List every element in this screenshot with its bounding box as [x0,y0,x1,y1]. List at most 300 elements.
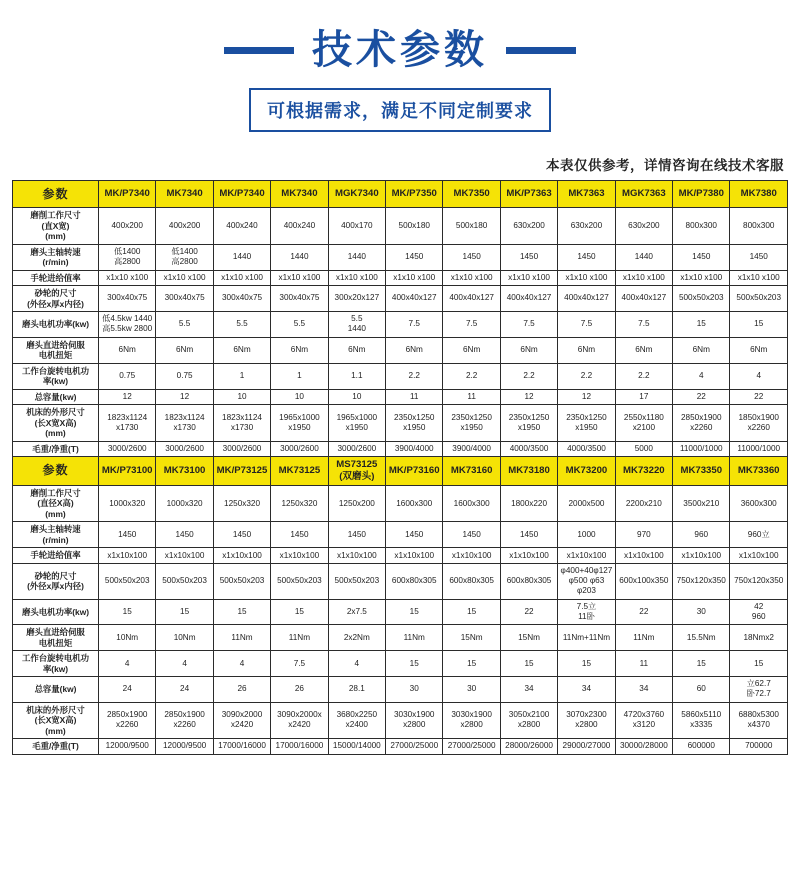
header-cell-model: MK/P73125 [213,457,270,486]
data-cell: 5860x5110 x3335 [673,702,730,739]
data-cell: 2350x1250 x1950 [500,405,557,442]
header-cell-model: MK73125 [271,457,328,486]
data-cell: 1440 [271,244,328,270]
data-cell: 600x80x305 [443,563,500,599]
data-cell: 15 [386,651,443,677]
row-label: 砂轮的尺寸 (外径x厚x内径) [13,286,99,312]
data-cell: 34 [500,677,557,703]
data-cell: 5.5 [156,312,213,338]
row-label: 磨头电机功率(kw) [13,312,99,338]
data-cell: 29000/27000 [558,739,615,755]
data-cell: 3000/2600 [328,441,385,457]
spec-table-container [0,180,800,775]
row-label: 磨头主轴转速 (r/min) [13,244,99,270]
title-rule-left [224,47,294,54]
data-cell: 10Nm [99,625,156,651]
data-cell: 750x120x350 [730,563,788,599]
table-row [13,548,788,564]
header-cell-model: MK7340 [271,181,328,208]
data-cell: 2x7.5 [328,599,385,625]
data-cell: 500x180 [386,208,443,245]
data-cell: 1000x320 [156,485,213,522]
data-cell: 970 [615,522,672,548]
header-cell-model: MK7380 [730,181,788,208]
data-cell: 22 [730,389,788,405]
data-cell: 2.2 [500,363,557,389]
data-cell: x1x10 x100 [500,270,557,286]
data-cell: 1450 [673,244,730,270]
data-cell: 10Nm [156,625,213,651]
data-cell: x1x10 x100 [386,270,443,286]
data-cell: 42 960 [730,599,788,625]
data-cell: 4 [328,651,385,677]
data-cell: 1440 [615,244,672,270]
data-cell: 7.5 [615,312,672,338]
data-cell: 1450 [500,244,557,270]
data-cell: 11 [386,389,443,405]
data-cell: 1250x320 [271,485,328,522]
data-cell: x1x10 x100 [156,270,213,286]
data-cell: x1x10x100 [500,548,557,564]
data-cell: 24 [156,677,213,703]
data-cell: 10 [271,389,328,405]
data-cell: 26 [271,677,328,703]
data-cell: 3070x2300 x2800 [558,702,615,739]
data-cell: 5000 [615,441,672,457]
data-cell: 12 [156,389,213,405]
spec-table-header-row [13,457,788,486]
data-cell: 30 [443,677,500,703]
data-cell: 2350x1250 x1950 [443,405,500,442]
data-cell: 400x240 [213,208,270,245]
header-cell-model: MK/P7350 [386,181,443,208]
data-cell: 2350x1250 x1950 [386,405,443,442]
header-cell-model: MK73200 [558,457,615,486]
data-cell: 400x40x127 [443,286,500,312]
data-cell: 800x300 [730,208,788,245]
data-cell: 6Nm [730,337,788,363]
page-title [0,30,800,70]
data-cell: 1450 [386,244,443,270]
data-cell: 600x80x305 [500,563,557,599]
data-cell: 1.1 [328,363,385,389]
reference-note: 本表仅供参考，详情咨询在线技术客服 [546,158,784,173]
data-cell: 500x50x203 [156,563,213,599]
data-cell: 400x240 [271,208,328,245]
data-cell: 低1400 高2800 [99,244,156,270]
data-cell: x1x10 x100 [443,270,500,286]
data-cell: 15 [500,651,557,677]
data-cell: 500x50x203 [271,563,328,599]
table-row [13,208,788,245]
data-cell: 3000/2600 [99,441,156,457]
spec-table-header-row [13,181,788,208]
header-cell-model: MK73350 [673,457,730,486]
data-cell: 11Nm [615,625,672,651]
header-cell-model: MS73125 (双磨头) [328,457,385,486]
data-cell: 500x50x203 [730,286,788,312]
data-cell: 3090x2000x x2420 [271,702,328,739]
data-cell: 1440 [213,244,270,270]
data-cell: 15 [213,599,270,625]
data-cell: 6Nm [271,337,328,363]
page-subtitle: 可根据需求，满足不同定制要求 [249,88,551,132]
data-cell: 15 [558,651,615,677]
data-cell: 2850x1900 x2260 [99,702,156,739]
data-cell: 4 [673,363,730,389]
data-cell: x1x10 x100 [328,270,385,286]
data-cell: 3500x210 [673,485,730,522]
data-cell: 15 [673,651,730,677]
data-cell: x1x10 x100 [615,270,672,286]
data-cell: x1x10x100 [673,548,730,564]
data-cell: 11 [443,389,500,405]
data-cell: x1x10x100 [213,548,270,564]
data-cell: 500x50x203 [328,563,385,599]
table-row [13,441,788,457]
data-cell: 4000/3500 [500,441,557,457]
row-label: 磨头直进给伺服 电机扭矩 [13,625,99,651]
data-cell: 600x100x350 [615,563,672,599]
data-cell: 6Nm [500,337,557,363]
data-cell: 11Nm [386,625,443,651]
data-cell: x1x10x100 [99,548,156,564]
data-cell: x1x10x100 [615,548,672,564]
data-cell: 26 [213,677,270,703]
data-cell: 30 [673,599,730,625]
data-cell: 6Nm [558,337,615,363]
header-cell-model: MGK7363 [615,181,672,208]
table-row [13,363,788,389]
data-cell: 1600x300 [443,485,500,522]
header-cell-model: MK/P7380 [673,181,730,208]
data-cell: 4 [730,363,788,389]
data-cell: 2000x500 [558,485,615,522]
header-cell-model: MK73220 [615,457,672,486]
data-cell: 3600x300 [730,485,788,522]
data-cell: 3000/2600 [213,441,270,457]
data-cell: 2550x1180 x2100 [615,405,672,442]
data-cell: 500x50x203 [673,286,730,312]
data-cell: φ400+40φ127 φ500 φ63 φ203 [558,563,615,599]
data-cell: 6Nm [673,337,730,363]
data-cell: 24 [99,677,156,703]
note-container [0,154,800,174]
data-cell: 300x40x75 [213,286,270,312]
row-label: 手轮进给值率 [13,270,99,286]
page-root [0,30,800,889]
data-cell: 15000/14000 [328,739,385,755]
data-cell: 10 [213,389,270,405]
data-cell: 3000/2600 [156,441,213,457]
row-label: 总容量(kw) [13,389,99,405]
data-cell: 6880x5300 x4370 [730,702,788,739]
data-cell: 400x40x127 [615,286,672,312]
data-cell: 500x180 [443,208,500,245]
data-cell: 34 [558,677,615,703]
data-cell: 11Nm [213,625,270,651]
data-cell: 3090x2000 x2420 [213,702,270,739]
data-cell: 1250x320 [213,485,270,522]
data-cell: 5.5 [271,312,328,338]
header-cell-model: MK/P7340 [213,181,270,208]
data-cell: x1x10x100 [386,548,443,564]
data-cell: 15 [443,651,500,677]
data-cell: 1850x1900 x2260 [730,405,788,442]
data-cell: 800x300 [673,208,730,245]
header-cell-model: MK73360 [730,457,788,486]
data-cell: 1000x320 [99,485,156,522]
table-row [13,677,788,703]
data-cell: 960立 [730,522,788,548]
data-cell: 500x50x203 [99,563,156,599]
table-row [13,522,788,548]
data-cell: 1450 [500,522,557,548]
data-cell: 60 [673,677,730,703]
data-cell: 1965x1000 x1950 [328,405,385,442]
data-cell: 1450 [386,522,443,548]
data-cell: 11 [615,651,672,677]
table-row [13,651,788,677]
data-cell: 2350x1250 x1950 [558,405,615,442]
row-label: 毛重/净重(T) [13,441,99,457]
data-cell: 500x50x203 [213,563,270,599]
data-cell: 1823x1124 x1730 [156,405,213,442]
header-cell-model: MK7350 [443,181,500,208]
data-cell: 1600x300 [386,485,443,522]
data-cell: 6Nm [386,337,443,363]
row-label: 工作台旋转电机功 率(kw) [13,651,99,677]
data-cell: 2850x1900 x2260 [673,405,730,442]
header-cell-model: MK7340 [156,181,213,208]
data-cell: 4 [99,651,156,677]
data-cell: 1800x220 [500,485,557,522]
row-label: 机床的外形尺寸 (长X宽X高) (mm) [13,405,99,442]
row-label: 手轮进给值率 [13,548,99,564]
data-cell: 11000/1000 [730,441,788,457]
data-cell: 22 [615,599,672,625]
title-rule-right [506,47,576,54]
data-cell: 11000/1000 [673,441,730,457]
data-cell: 3900/4000 [443,441,500,457]
data-cell: 18Nmx2 [730,625,788,651]
row-label: 磨头直进给伺服 电机扭矩 [13,337,99,363]
data-cell: 630x200 [558,208,615,245]
table-row [13,739,788,755]
row-label: 磨头电机功率(kw) [13,599,99,625]
data-cell: x1x10x100 [558,548,615,564]
data-cell: 低4.5kw 1440 高5.5kw 2800 [99,312,156,338]
data-cell: x1x10x100 [730,548,788,564]
data-cell: 10 [328,389,385,405]
data-cell: 22 [673,389,730,405]
data-cell: 15 [156,599,213,625]
data-cell: 4720x3760 x3120 [615,702,672,739]
data-cell: 4 [156,651,213,677]
table-row [13,563,788,599]
data-cell: 7.5 [500,312,557,338]
data-cell: 6Nm [443,337,500,363]
data-cell: 2.2 [386,363,443,389]
data-cell: x1x10 x100 [730,270,788,286]
data-cell: 12000/9500 [99,739,156,755]
subtitle-container [0,88,800,132]
table-row [13,485,788,522]
row-label: 磨削工作尺寸 (直径X高) (mm) [13,485,99,522]
data-cell: 7.5立 11卧 [558,599,615,625]
data-cell: 1000 [558,522,615,548]
table-row [13,625,788,651]
data-cell: 3900/4000 [386,441,443,457]
data-cell: 12000/9500 [156,739,213,755]
data-cell: 17000/16000 [213,739,270,755]
data-cell: 600000 [673,739,730,755]
data-cell: 15 [673,312,730,338]
data-cell: 1450 [443,522,500,548]
data-cell: 0.75 [99,363,156,389]
data-cell: 1965x1000 x1950 [271,405,328,442]
data-cell: 700000 [730,739,788,755]
data-cell: 4 [213,651,270,677]
data-cell: 4000/3500 [558,441,615,457]
data-cell: 0.75 [156,363,213,389]
data-cell: 1823x1124 x1730 [99,405,156,442]
header-cell-param: 参数 [13,181,99,208]
data-cell: 400x40x127 [500,286,557,312]
table-row [13,244,788,270]
header-cell-model: MK/P73100 [99,457,156,486]
row-label: 毛重/净重(T) [13,739,99,755]
data-cell: 11Nm+11Nm [558,625,615,651]
header-cell-model: MK73100 [156,457,213,486]
data-cell: 2x2Nm [328,625,385,651]
data-cell: 30000/28000 [615,739,672,755]
table-row [13,337,788,363]
data-cell: x1x10x100 [328,548,385,564]
data-cell: 3000/2600 [271,441,328,457]
data-cell: 400x40x127 [386,286,443,312]
data-cell: 400x170 [328,208,385,245]
data-cell: 1440 [328,244,385,270]
data-cell: 15 [99,599,156,625]
data-cell: 1823x1124 x1730 [213,405,270,442]
table-row [13,312,788,338]
row-label: 砂轮的尺寸 (外径x厚x内径) [13,563,99,599]
data-cell: 300x40x75 [271,286,328,312]
data-cell: 27000/25000 [386,739,443,755]
table-row [13,405,788,442]
data-cell: 7.5 [558,312,615,338]
row-label: 机床的外形尺寸 (长X宽X高) (mm) [13,702,99,739]
data-cell: 3030x1900 x2800 [443,702,500,739]
data-cell: x1x10x100 [156,548,213,564]
data-cell: 2.2 [558,363,615,389]
header-cell-model: MK73160 [443,457,500,486]
data-cell: 630x200 [500,208,557,245]
data-cell: 6Nm [99,337,156,363]
table-row [13,389,788,405]
data-cell: 7.5 [271,651,328,677]
data-cell: 600x80x305 [386,563,443,599]
data-cell: x1x10 x100 [673,270,730,286]
data-cell: x1x10x100 [443,548,500,564]
data-cell: 7.5 [443,312,500,338]
data-cell: 1450 [213,522,270,548]
data-cell: 12 [500,389,557,405]
header-cell-model: MGK7340 [328,181,385,208]
header-cell-model: MK7363 [558,181,615,208]
data-cell: 630x200 [615,208,672,245]
data-cell: 2850x1900 x2260 [156,702,213,739]
data-cell: 27000/25000 [443,739,500,755]
data-cell: 1450 [99,522,156,548]
data-cell: 15 [271,599,328,625]
table-row [13,270,788,286]
data-cell: x1x10 x100 [213,270,270,286]
data-cell: 12 [558,389,615,405]
data-cell: 34 [615,677,672,703]
data-cell: 1450 [558,244,615,270]
data-cell: x1x10 x100 [558,270,615,286]
data-cell: 28.1 [328,677,385,703]
data-cell: 7.5 [386,312,443,338]
header-cell-param: 参数 [13,457,99,486]
data-cell: 1250x200 [328,485,385,522]
spec-table-body [13,181,788,755]
data-cell: 3030x1900 x2800 [386,702,443,739]
data-cell: 2.2 [615,363,672,389]
data-cell: 1450 [730,244,788,270]
data-cell: 5.5 1440 [328,312,385,338]
data-cell: x1x10 x100 [99,270,156,286]
data-cell: 15Nm [500,625,557,651]
data-cell: 400x40x127 [558,286,615,312]
data-cell: 低1400 高2800 [156,244,213,270]
table-row [13,702,788,739]
data-cell: 300x40x75 [99,286,156,312]
data-cell: 1450 [328,522,385,548]
data-cell: 300x20x127 [328,286,385,312]
data-cell: 3050x2100 x2800 [500,702,557,739]
row-label: 磨头主轴转速 (r/min) [13,522,99,548]
data-cell: 17 [615,389,672,405]
header-cell-model: MK/P73160 [386,457,443,486]
row-label: 工作台旋转电机功 率(kw) [13,363,99,389]
data-cell: 15Nm [443,625,500,651]
data-cell: 30 [386,677,443,703]
data-cell: 6Nm [156,337,213,363]
data-cell: 15 [443,599,500,625]
table-row [13,286,788,312]
data-cell: 立62.7 卧72.7 [730,677,788,703]
data-cell: 1 [213,363,270,389]
header-cell-model: MK/P7363 [500,181,557,208]
data-cell: 300x40x75 [156,286,213,312]
data-cell: 750x120x350 [673,563,730,599]
spec-table [12,180,788,755]
data-cell: 17000/16000 [271,739,328,755]
data-cell: 400x200 [156,208,213,245]
table-row [13,599,788,625]
header-cell-model: MK/P7340 [99,181,156,208]
data-cell: 28000/26000 [500,739,557,755]
data-cell: 1450 [156,522,213,548]
data-cell: 15.5Nm [673,625,730,651]
data-cell: x1x10x100 [271,548,328,564]
data-cell: 11Nm [271,625,328,651]
row-label: 总容量(kw) [13,677,99,703]
row-label: 磨削工作尺寸 (直X宽) (mm) [13,208,99,245]
